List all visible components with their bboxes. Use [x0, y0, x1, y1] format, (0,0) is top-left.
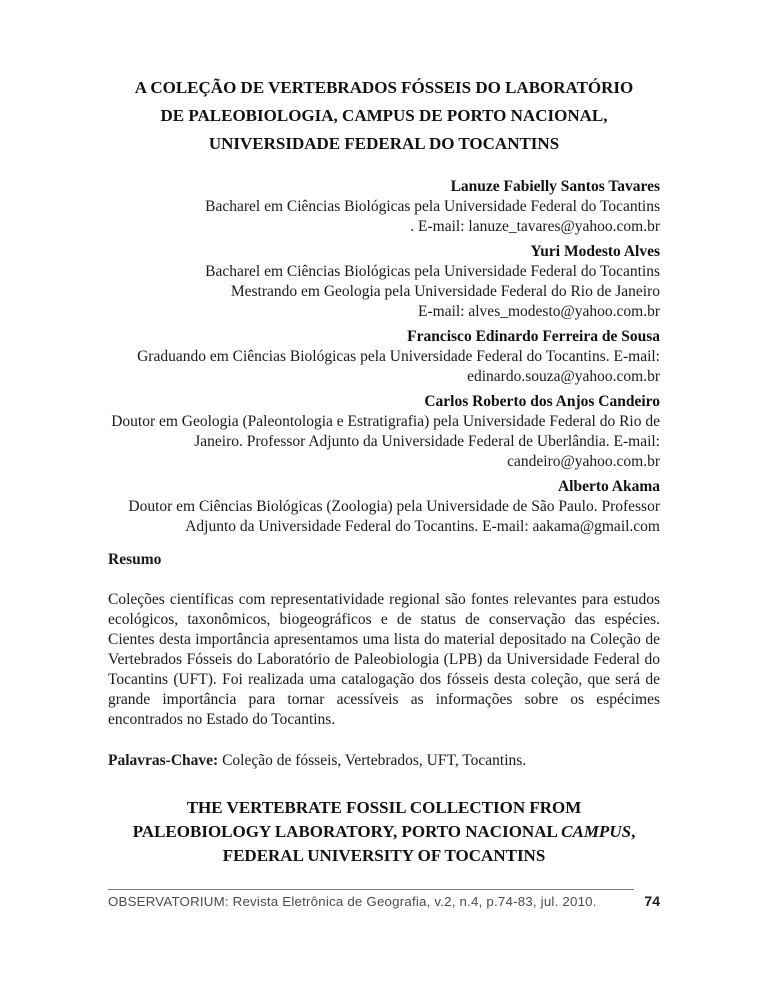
title-en-line2-post: , — [631, 822, 636, 841]
title-pt-line: UNIVERSIDADE FEDERAL DO TOCANTINS — [208, 134, 560, 153]
title-pt-line: A COLEÇÃO DE VERTEBRADOS FÓSSEIS DO LABORATÓRIO — [134, 78, 634, 97]
author-block — [108, 327, 660, 387]
author-name: Francisco Edinardo Ferreira de Sousa — [407, 328, 660, 345]
title-en-line2-pre: PALEOBIOLOGY LABORATORY, PORTO NACIONAL — [132, 822, 562, 841]
author-affiliation-line: Bacharel em Ciências Biológicas pela Universidade Federal do Tocantins — [205, 198, 660, 215]
title-en-campus-italic: CAMPUS — [561, 822, 632, 841]
author-block — [108, 177, 660, 237]
page-number: 74 — [644, 893, 660, 909]
author-block — [108, 477, 660, 537]
keywords-label: Palavras-Chave: — [108, 752, 219, 769]
author-email-line: edinardo.souza@yahoo.com.br — [467, 368, 660, 385]
title-en-line: FEDERAL UNIVERSITY OF TOCANTINS — [222, 846, 546, 865]
title-pt-line: DE PALEOBIOLOGIA, CAMPUS DE PORTO NACIONAL, — [160, 106, 608, 125]
abstract-heading: Resumo — [108, 551, 162, 568]
keywords-text: Coleção de fósseis, Vertebrados, UFT, Tocantins. — [218, 752, 527, 769]
page-title-english — [108, 796, 660, 868]
author-name: Carlos Roberto dos Anjos Candeiro — [424, 393, 660, 410]
author-affiliation-line: Janeiro. Professor Adjunto da Universidade Federal de Uberlândia. E-mail: — [194, 433, 660, 450]
page-title-portuguese — [108, 74, 660, 158]
author-email-line: E-mail: alves_modesto@yahoo.com.br — [418, 303, 660, 320]
title-en-line: THE VERTEBRATE FOSSIL COLLECTION FROM — [186, 798, 582, 817]
author-email-line: candeiro@yahoo.com.br — [507, 453, 660, 470]
title-en-line — [108, 820, 660, 844]
author-email-line: . E-mail: lanuze_tavares@yahoo.com.br — [410, 218, 660, 235]
page-footer — [108, 889, 660, 909]
author-affiliation-line: Doutor em Ciências Biológicas (Zoologia) pela Universidade de São Paulo. Professor — [128, 498, 660, 515]
author-name: Lanuze Fabielly Santos Tavares — [450, 178, 660, 195]
author-block — [108, 392, 660, 472]
abstract-text: Coleções científicas com representatividade regional são fontes relevantes para estudos ecológicos, taxonômicos, biogeográficos e de status de conservação das espécies. Cientes desta importância apresentamos uma lista do material depositado na Coleção de Vertebrados Fósseis do Laboratório de Paleobiologia (LPB) da Universidade Federal do Tocantins (UFT). Foi realizada uma catalogação dos fósseis desta coleção, que será de grande importância para tornar acessíveis as informações sobre os espécimes encontrados no Estado do Tocantins. — [108, 591, 660, 728]
author-name: Yuri Modesto Alves — [530, 243, 660, 260]
author-affiliation-line: Doutor em Geologia (Paleontologia e Estratigrafia) pela Universidade Federal do Rio de — [111, 413, 660, 430]
author-affiliation-line: Graduando em Ciências Biológicas pela Universidade Federal do Tocantins. E-mail: — [137, 348, 660, 365]
author-affiliation-line: Mestrando em Geologia pela Universidade Federal do Rio de Janeiro — [230, 283, 660, 300]
author-block — [108, 242, 660, 322]
keywords-line — [108, 751, 660, 771]
authors-section — [108, 177, 660, 537]
author-affiliation-line: Bacharel em Ciências Biológicas pela Universidade Federal do Tocantins — [205, 263, 660, 280]
author-name: Alberto Akama — [557, 478, 660, 495]
journal-citation: OBSERVATORIUM: Revista Eletrônica de Geografia, v.2, n.4, p.74-83, jul. 2010. — [108, 889, 634, 909]
author-email-line: Adjunto da Universidade Federal do Tocantins. E-mail: aakama@gmail.com — [185, 518, 660, 535]
